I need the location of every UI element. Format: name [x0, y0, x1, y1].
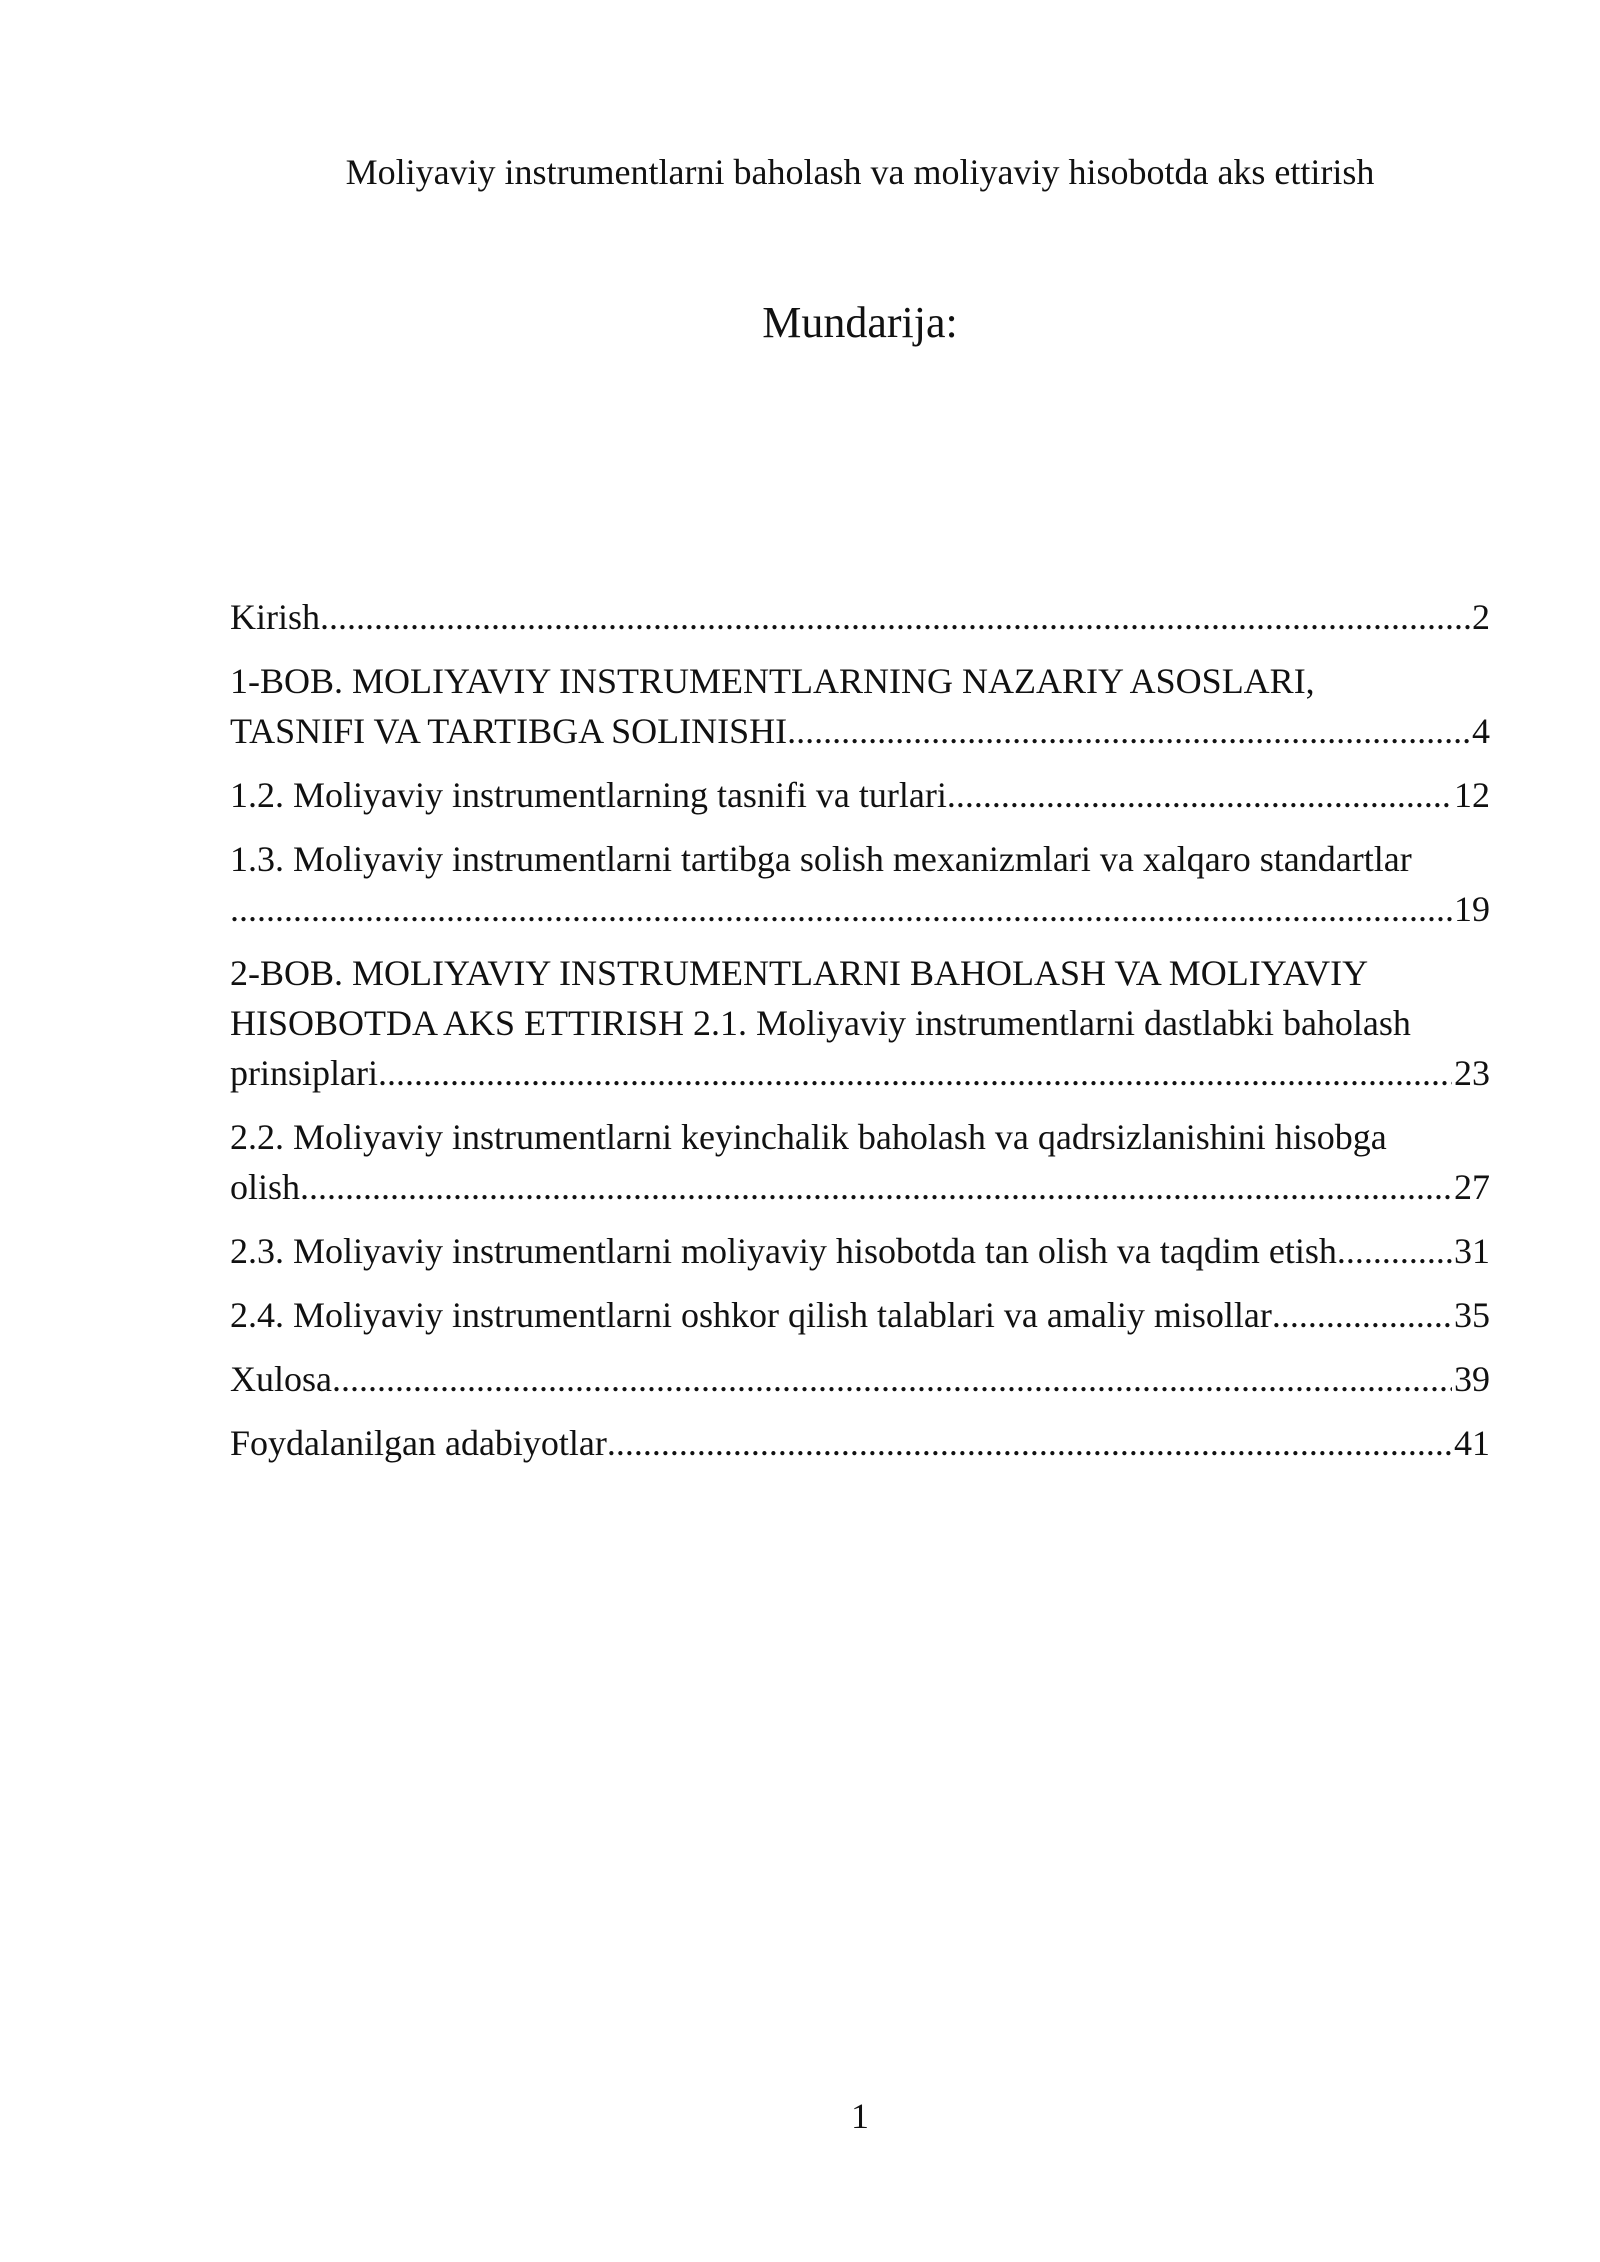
toc-heading: Mundarija: — [762, 298, 958, 347]
toc-entry-label: Xulosa — [230, 1359, 332, 1399]
page-number: 1 — [851, 2096, 869, 2136]
toc-entry-label-line: HISOBOTDA AKS ETTIRISH 2.1. Moliyaviy instrumentlarni dastlabki baholash — [230, 1003, 1411, 1043]
toc-entry-label: olish — [230, 1167, 301, 1207]
toc-entry-label: TASNIFI VA TARTIBGA SOLINISHI — [230, 711, 788, 751]
toc-entry-conclusion[interactable] — [230, 1354, 1490, 1404]
toc-entry-section-2-3[interactable] — [230, 1226, 1490, 1276]
toc-entry-page: 19 — [1454, 889, 1490, 929]
dot-leader — [230, 884, 1452, 934]
toc-entry-chapter-2[interactable] — [230, 948, 1490, 1098]
document-title: Moliyaviy instrumentlarni baholash va moliyaviy hisobotda aks ettirish — [345, 152, 1375, 192]
toc-entry-page: 4 — [1472, 711, 1490, 751]
toc-entry-label: 2.4. Moliyaviy instrumentlarni oshkor qilish talablari va amaliy misollar — [230, 1295, 1272, 1335]
toc-entry-label: 1.2. Moliyaviy instrumentlarning tasnifi va turlari — [230, 775, 947, 815]
dot-leader — [332, 1354, 1452, 1404]
toc-entry-page: 12 — [1454, 775, 1490, 815]
dot-leader — [300, 1162, 1452, 1212]
toc-entry-label-line: 1-BOB. MOLIYAVIY INSTRUMENTLARNING NAZARIY ASOSLARI, — [230, 661, 1315, 701]
toc-entry-label: Foydalanilgan adabiyotlar — [230, 1423, 607, 1463]
dot-leader — [947, 770, 1452, 820]
dot-leader — [1272, 1290, 1452, 1340]
toc-entry-label-line: 1.3. Moliyaviy instrumentlarni tartibga solish mexanizmlari va xalqaro standartlar — [230, 839, 1412, 879]
toc-entry-page: 23 — [1454, 1053, 1490, 1093]
toc-entry-page: 39 — [1454, 1359, 1490, 1399]
toc-entry-page: 35 — [1454, 1295, 1490, 1335]
dot-leader — [607, 1418, 1452, 1468]
toc-entry-section-2-2[interactable] — [230, 1112, 1490, 1212]
toc-entry-page: 31 — [1454, 1231, 1490, 1271]
toc-entry-label: prinsiplari — [230, 1053, 378, 1093]
toc-entry-page: 27 — [1454, 1167, 1490, 1207]
toc-entry-label: Kirish — [230, 597, 320, 637]
dot-leader — [378, 1048, 1452, 1098]
toc-entry-label-line: 2.2. Moliyaviy instrumentlarni keyinchalik baholash va qadrsizlanishini hisobga — [230, 1117, 1387, 1157]
toc-entry-section-2-4[interactable] — [230, 1290, 1490, 1340]
toc-entry-section-1-2[interactable] — [230, 770, 1490, 820]
toc-entry-page: 2 — [1472, 597, 1490, 637]
toc-entry-label-line: 2-BOB. MOLIYAVIY INSTRUMENTLARNI BAHOLASH VA MOLIYAVIY — [230, 953, 1369, 993]
toc-entry-label: 2.3. Moliyaviy instrumentlarni moliyaviy hisobotda tan olish va taqdim etish. — [230, 1231, 1346, 1271]
dot-leader — [787, 706, 1470, 756]
toc-entry-introduction[interactable] — [230, 592, 1490, 642]
toc-entry-references[interactable] — [230, 1418, 1490, 1468]
dot-leader — [1346, 1226, 1452, 1276]
toc-entry-page: 41 — [1454, 1423, 1490, 1463]
toc-entry-chapter-1[interactable] — [230, 656, 1490, 756]
dot-leader — [320, 592, 1470, 642]
table-of-contents — [230, 592, 1490, 1482]
toc-entry-section-1-3[interactable] — [230, 834, 1490, 934]
